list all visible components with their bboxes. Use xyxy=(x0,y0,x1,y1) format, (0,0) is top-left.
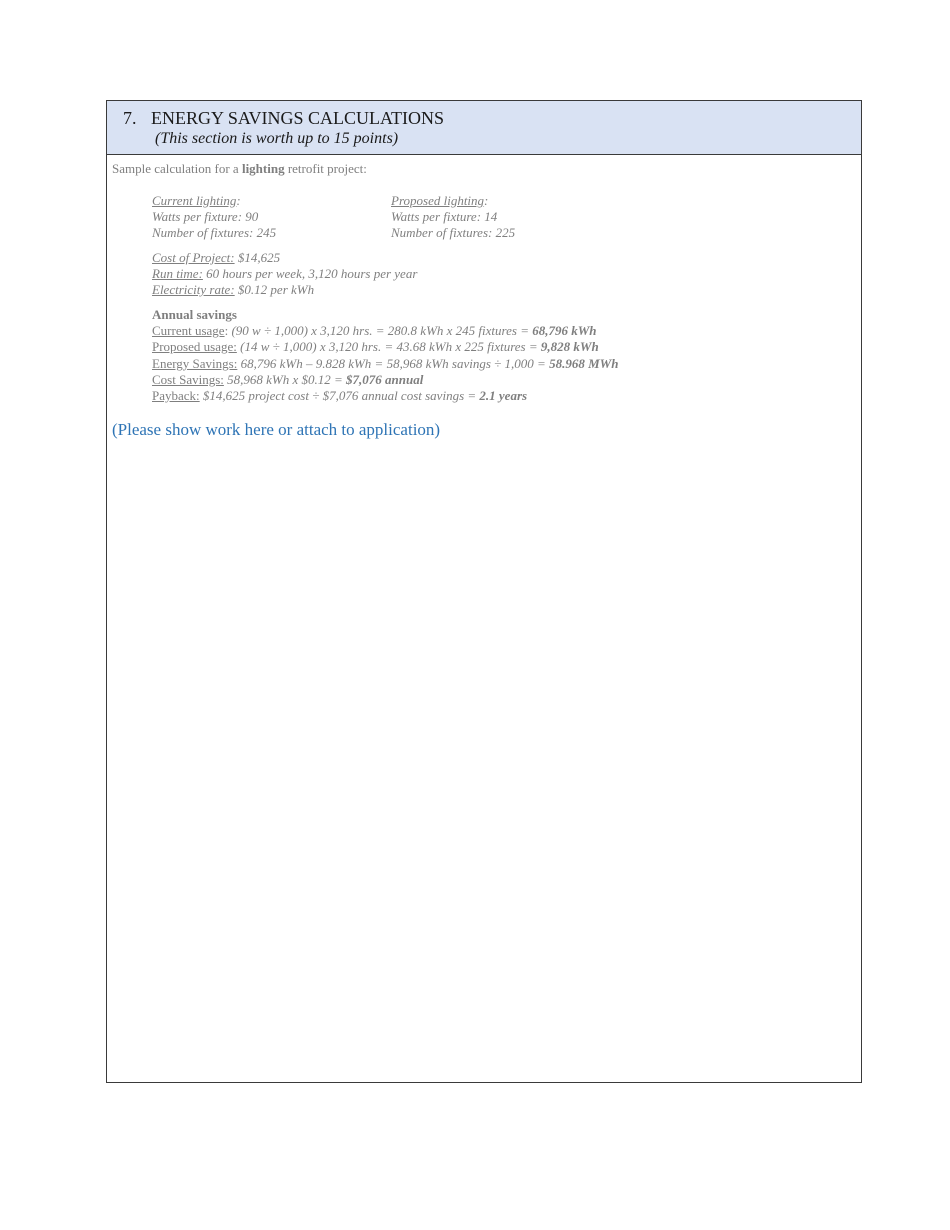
proposed-fixtures: Number of fixtures: 225 xyxy=(391,225,516,240)
annual-savings-heading: Annual savings xyxy=(152,307,237,322)
show-work-note: (Please show work here or attach to application) xyxy=(112,420,441,439)
section-number: 7. xyxy=(123,108,137,128)
electricity-rate: Electricity rate: $0.12 per kWh xyxy=(152,282,315,297)
energy-savings-section xyxy=(106,100,862,1083)
proposed-watts: Watts per fixture: 14 xyxy=(391,209,498,224)
energy-savings-line: Energy Savings: 68,796 kWh – 9.828 kWh = 58,968 kWh savings ÷ 1,000 = 58.968 MWh xyxy=(152,356,619,371)
current-usage-line: Current usage: (90 w ÷ 1,000) x 3,120 hrs. = 280.8 kWh x 245 fixtures = 68,796 kWh xyxy=(152,323,597,338)
cost-of-project: Cost of Project: $14,625 xyxy=(152,250,281,265)
current-fixtures: Number of fixtures: 245 xyxy=(152,225,277,240)
work-area[interactable] xyxy=(107,446,861,1076)
payback-line: Payback: $14,625 project cost ÷ $7,076 annual cost savings = 2.1 years xyxy=(152,388,528,403)
cost-savings-line: Cost Savings: 58,968 kWh x $0.12 = $7,076 annual xyxy=(152,372,424,387)
proposed-lighting-heading: Proposed lighting: xyxy=(391,193,489,208)
section-header xyxy=(107,101,861,155)
section-title: ENERGY SAVINGS CALCULATIONS xyxy=(151,108,445,128)
run-time: Run time: 60 hours per week, 3,120 hours per year xyxy=(152,266,418,281)
intro-text: Sample calculation for a lighting retrofit project: xyxy=(112,161,367,176)
current-lighting-heading: Current lighting: xyxy=(152,193,241,208)
current-watts: Watts per fixture: 90 xyxy=(152,209,259,224)
section-subtitle: (This section is worth up to 15 points) xyxy=(155,130,399,147)
proposed-usage-line: Proposed usage: (14 w ÷ 1,000) x 3,120 hrs. = 43.68 kWh x 225 fixtures = 9,828 kWh xyxy=(152,339,599,354)
